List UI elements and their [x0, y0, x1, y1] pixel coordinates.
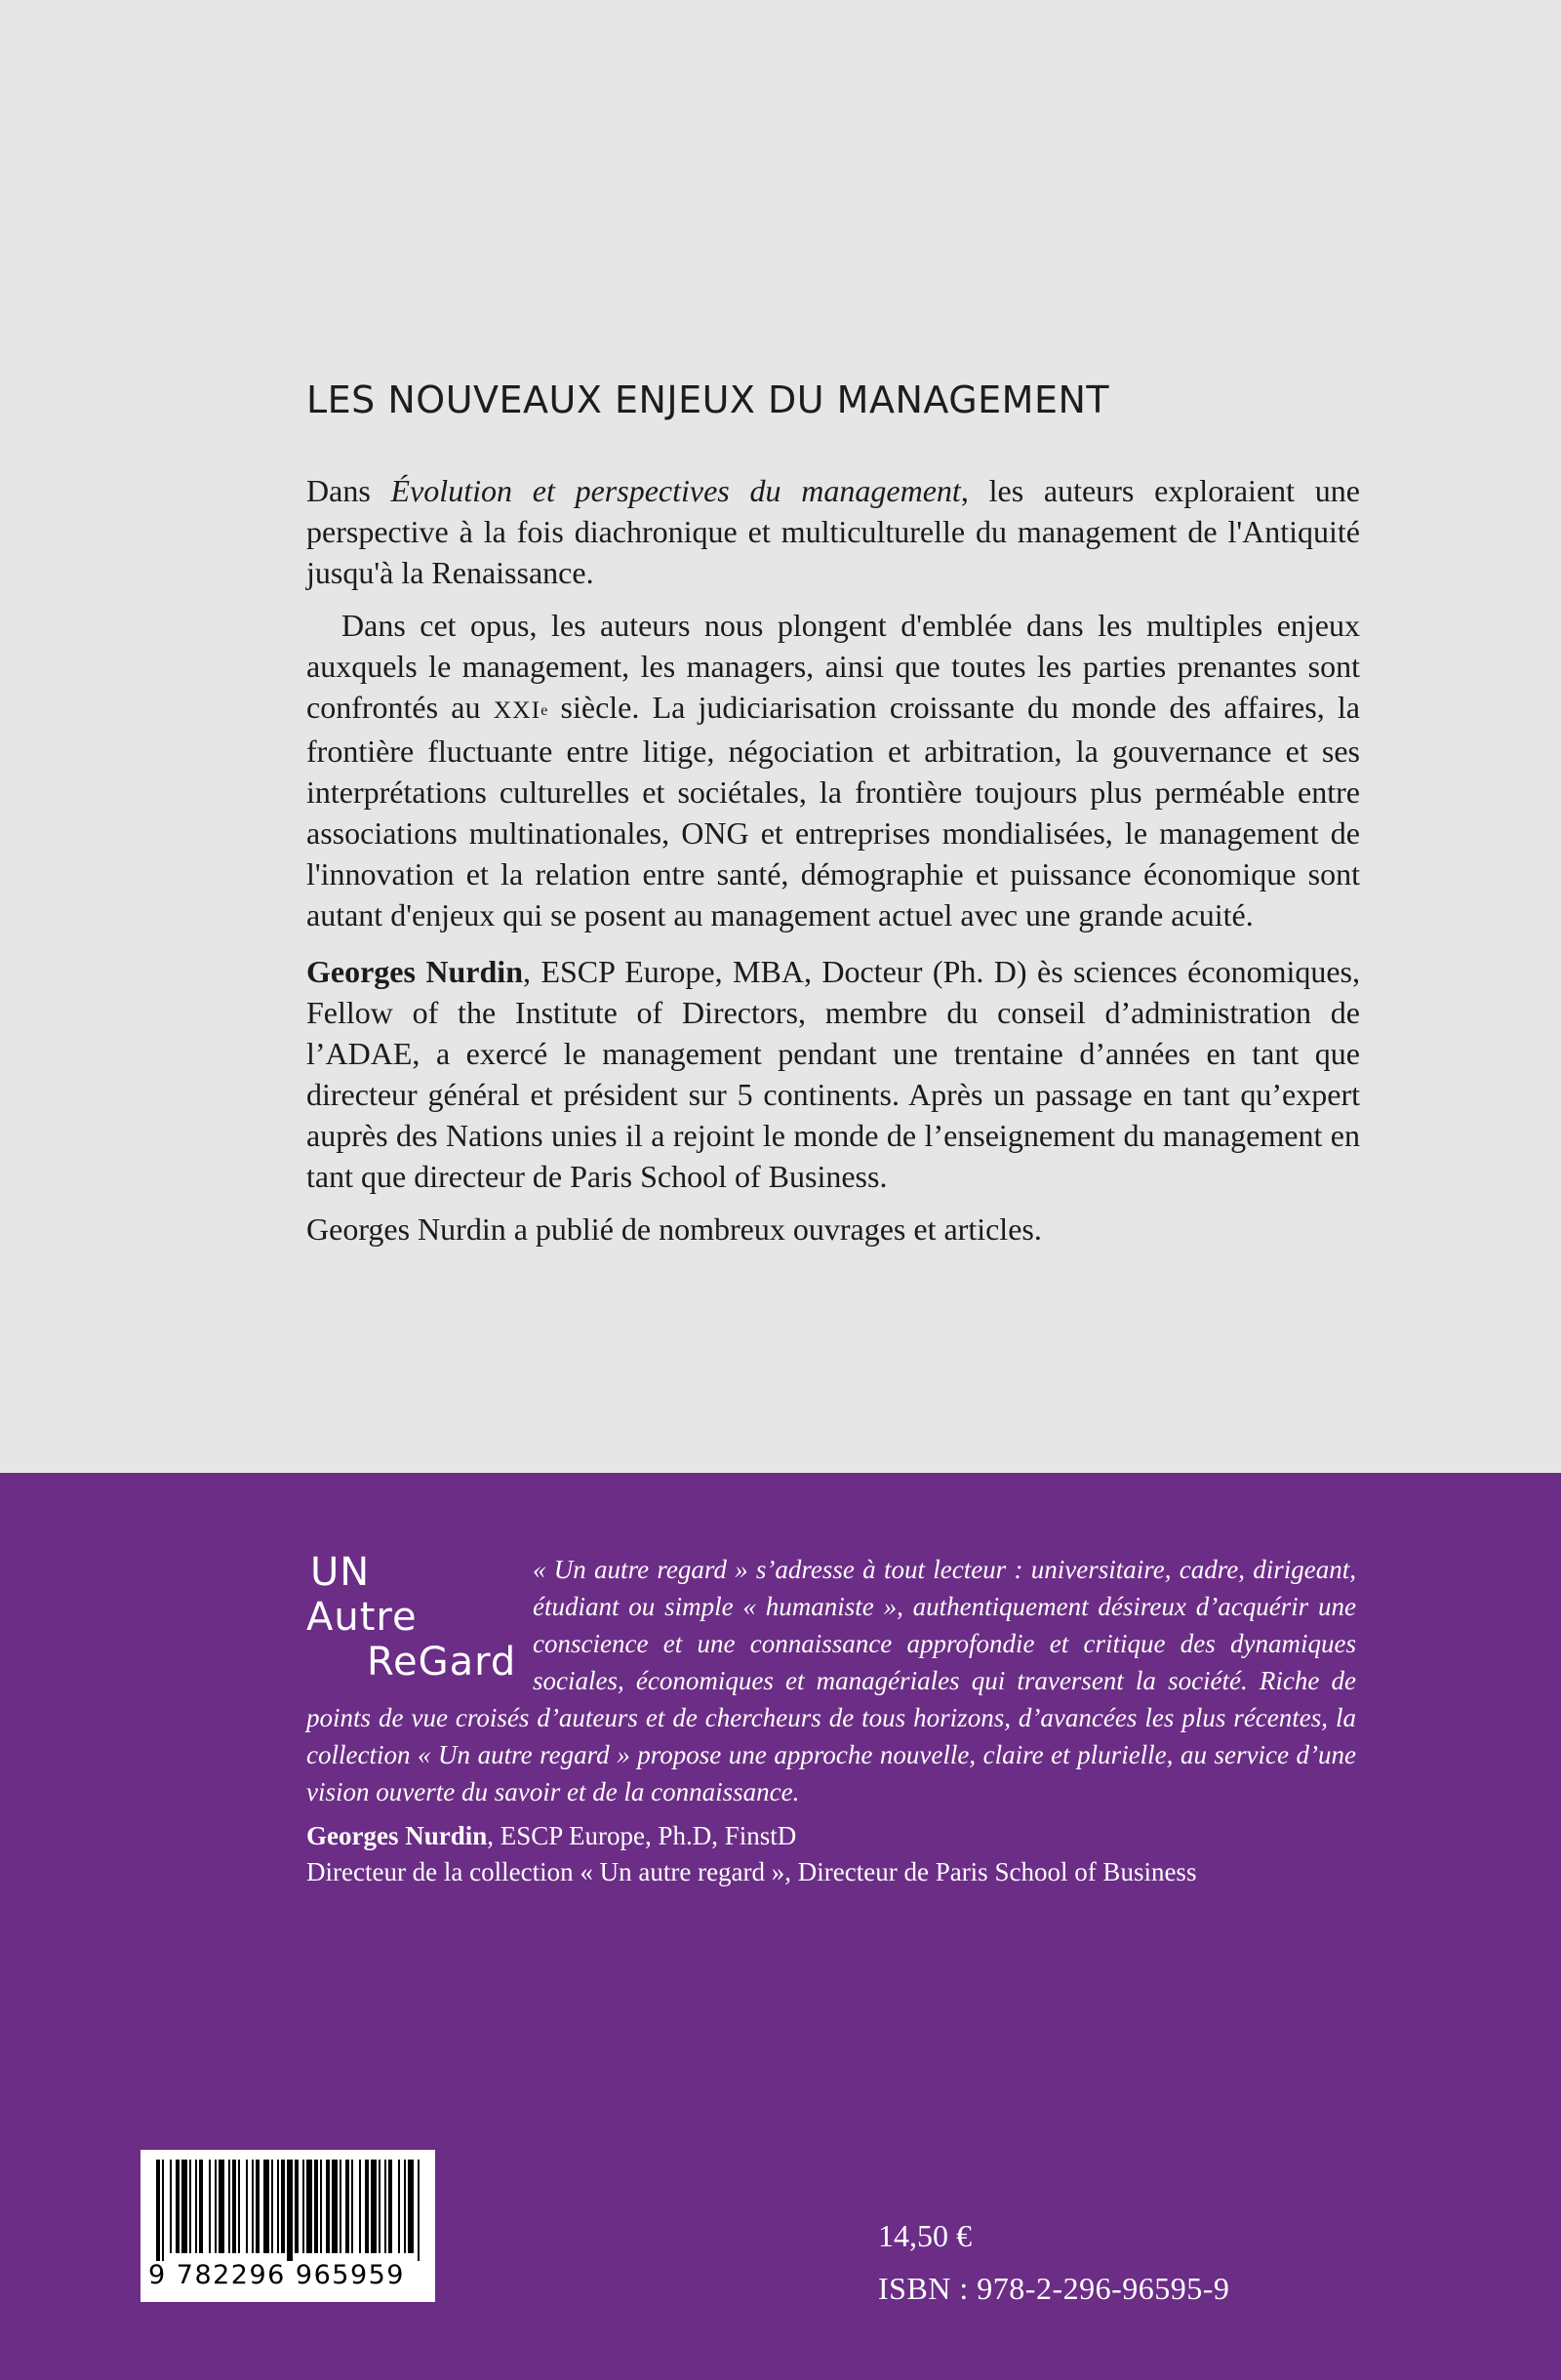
barcode-bar [195, 2160, 197, 2253]
barcode-bar [340, 2160, 341, 2253]
director-name: Georges Nurdin [306, 1821, 488, 1850]
barcode-bar [263, 2160, 269, 2253]
barcode-bar [271, 2160, 273, 2253]
barcode-bar [181, 2160, 187, 2253]
logo-spacer [306, 1551, 533, 1697]
author-publications: Georges Nurdin a publié de nombreux ouvrages et articles. [306, 1211, 1042, 1247]
barcode-bar [388, 2160, 392, 2253]
intro-rest: , les auteurs exploraient une perspective à la fois diachronique et multiculturelle du management de l'Antiquité jusqu'à la Renaissance. [306, 473, 1361, 590]
barcode-bar [314, 2160, 318, 2253]
barcode-bar [281, 2160, 285, 2253]
barcode-bar [351, 2160, 353, 2253]
barcode-bar [326, 2160, 330, 2253]
director-role: Directeur de la collection « Un autre regard », Directeur de Paris School of Business [306, 1857, 1197, 1886]
back-cover-body [306, 470, 1360, 1265]
barcode-bar [228, 2160, 230, 2253]
barcode-bar [156, 2160, 160, 2261]
director-credentials: , ESCP Europe, Ph.D, FinstD [487, 1821, 797, 1850]
barcode-bar [199, 2160, 203, 2253]
intro-paragraph [306, 470, 1360, 593]
barcode [140, 2150, 435, 2302]
main-paragraph [306, 605, 1360, 935]
barcode-bar [398, 2160, 400, 2253]
logo-line-regard: ReGard [367, 1640, 517, 1685]
barcode-bar [277, 2160, 279, 2253]
barcode-bar [404, 2160, 406, 2253]
barcode-bar [162, 2160, 164, 2261]
logo-line-un: UN [310, 1550, 371, 1595]
century-numeral: XXI [493, 695, 541, 724]
author-name: Georges Nurdin [306, 954, 523, 989]
barcode-bar [345, 2160, 349, 2253]
referenced-book-title: Évolution et perspectives du management [390, 473, 961, 508]
barcode-bars [154, 2160, 421, 2261]
barcode-bar [246, 2160, 248, 2253]
barcode-bar [170, 2160, 172, 2253]
barcode-bar [256, 2160, 260, 2253]
author-bio-text: , ESCP Europe, MBA, Docteur (Ph. D) ès sciences économiques, Fellow of the Institute of Directors, membre du conseil d’administration de l’ADAE, a exercé le management pendant une trentaine d’années en tant que directeur général et président sur 5 continents. Après un passage en tant qu’expert auprès des Nations unies il a rejoint le monde de l’enseignement du management en tant que directeur de Paris School of Business. [306, 954, 1361, 1194]
barcode-bar [379, 2160, 380, 2253]
barcode-bar [219, 2160, 224, 2253]
century-superscript: e [540, 701, 548, 719]
collection-director-signature [306, 1818, 1380, 1890]
logo-line-autre: Autre [306, 1595, 418, 1640]
collection-description: « Un autre regard » s’adresse à tout lecteur : universitaire, cadre, dirigeant, étudiant ou simple « humaniste », authentiquement désireux d’acquérir une conscience et une connaissance approfondie et critique des dynamiques sociales, économiques et managériales qui traversent la société. Riche de points de vue croisés d’auteurs et de chercheurs de tous horizons, d’avancées les plus récentes, la collection « Un autre regard » propose une approche nouvelle, claire et plurielle, au service d’une vision ouverte du savoir et de la connaissance. [306, 1555, 1356, 1806]
barcode-bar [306, 2160, 312, 2253]
barcode-bar [418, 2160, 420, 2261]
barcode-bar [302, 2160, 304, 2253]
barcode-bar [332, 2160, 338, 2253]
barcode-bar [209, 2160, 211, 2253]
barcode-bar [215, 2160, 217, 2253]
collection-band [0, 1473, 1561, 2380]
price: 14,50 € [878, 2218, 972, 2253]
barcode-bar [384, 2160, 386, 2253]
barcode-bar [359, 2160, 361, 2253]
barcode-bar [252, 2160, 254, 2253]
back-cover-heading: LES NOUVEAUX ENJEUX DU MANAGEMENT [306, 378, 1110, 421]
barcode-bar [232, 2160, 236, 2253]
barcode-bar [320, 2160, 322, 2253]
barcode-bar [287, 2160, 293, 2261]
barcode-bar [295, 2160, 299, 2253]
barcode-bar [365, 2160, 369, 2253]
barcode-bar [371, 2160, 377, 2253]
barcode-bar [189, 2160, 191, 2253]
barcode-digits: 9 782296 965959 [148, 2260, 405, 2290]
isbn: ISBN : 978-2-296-96595-9 [878, 2271, 1230, 2306]
main-paragraph-before: Dans cet opus, les auteurs nous plongent d'emblée dans les multiples enjeux auxquels le management, les managers, ainsi que toutes les parties prenantes sont confrontés au [306, 608, 1360, 725]
intro-prefix: Dans [306, 473, 391, 508]
collection-description-block [306, 1551, 1356, 1810]
barcode-bar [408, 2160, 414, 2253]
author-bio-paragraph [306, 951, 1360, 1197]
barcode-bar [176, 2160, 180, 2253]
barcode-bar [238, 2160, 240, 2253]
director-line [306, 1818, 1380, 1854]
main-paragraph-after: siècle. La judiciarisation croissante du monde des affaires, la frontière fluctuante entre litige, négociation et arbitration, la gouvernance et ses interprétations culturelles et sociétales, la frontière toujours plus perméable entre associations multinationales, ONG et entreprises mondialisées, le management de l'innovation et la relation entre santé, démographie et puissance économique sont autant d'enjeux qui se posent au management actuel avec une grande acuité. [306, 690, 1361, 932]
